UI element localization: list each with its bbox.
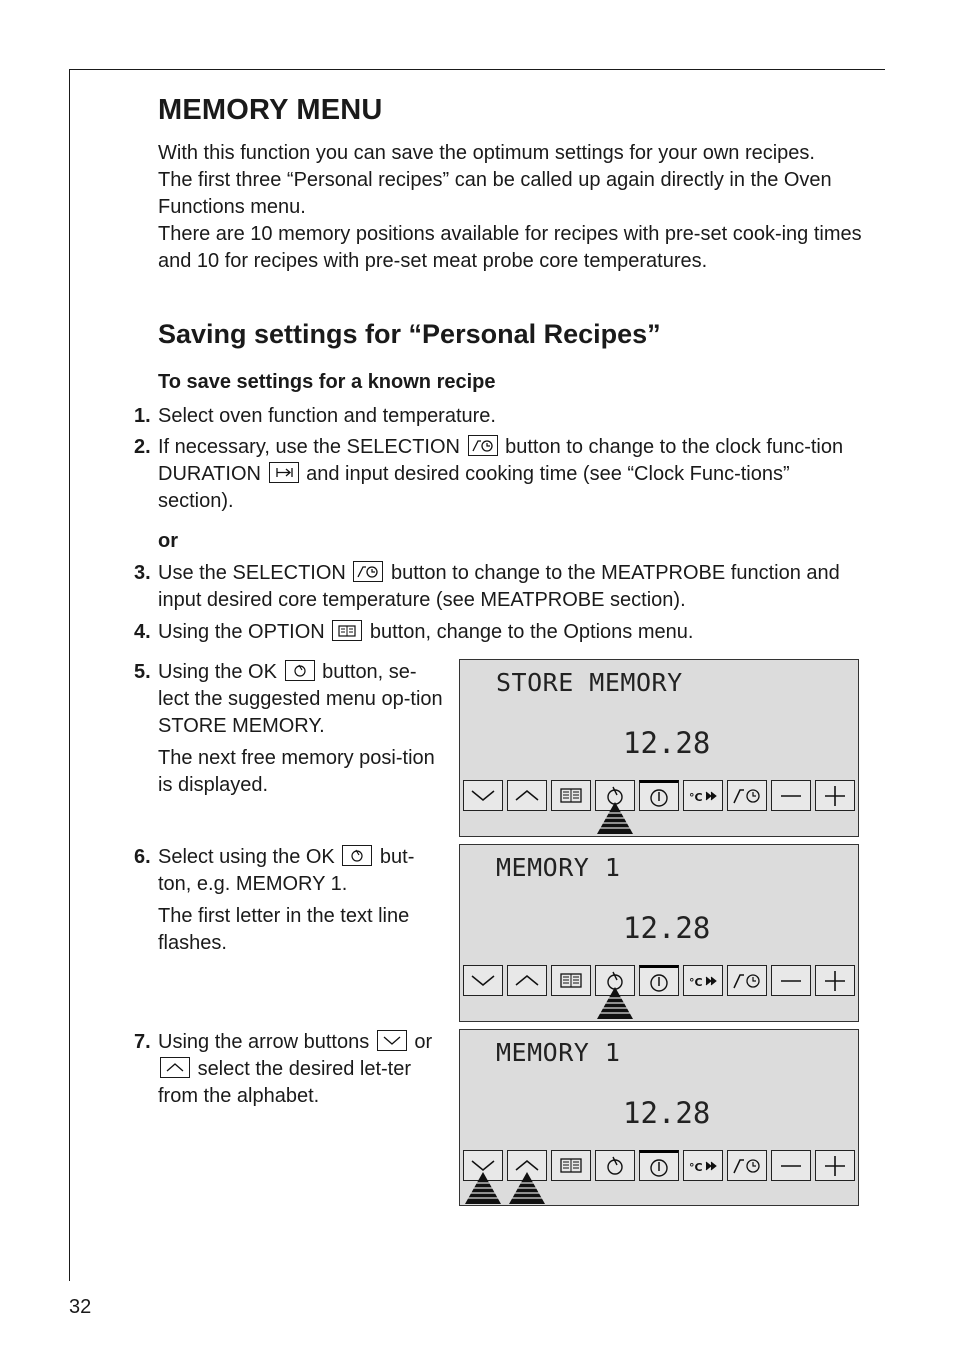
step-number: 3.: [134, 562, 151, 584]
oven-display-panel: [459, 659, 859, 837]
down-button[interactable]: [463, 965, 503, 996]
minus-icon: [772, 1151, 810, 1180]
option-button[interactable]: [551, 780, 591, 811]
step-number: 2.: [134, 436, 151, 458]
minus-button[interactable]: [771, 965, 811, 996]
step-4: [134, 619, 868, 646]
minus-button[interactable]: [771, 780, 811, 811]
display-text-line: MEMORY 1: [496, 1038, 621, 1067]
down-icon: [464, 781, 502, 810]
intro-paragraph: The first three “Personal recipes” can be called up again directly in the Oven Functions menu.: [158, 169, 832, 218]
temp-button[interactable]: [683, 1150, 723, 1181]
option-icon: [332, 620, 362, 641]
display-text-line: MEMORY 1: [496, 853, 621, 882]
display-time: 12.28: [623, 1096, 711, 1130]
on-off-button[interactable]: [639, 965, 679, 996]
up-icon: [508, 781, 546, 810]
step-text: select the desired let-ter from the alphabet.: [158, 1058, 411, 1107]
step-text: Select oven function and temperature.: [158, 405, 496, 427]
plus-button[interactable]: [815, 965, 855, 996]
on-off-button[interactable]: [639, 780, 679, 811]
step-number: 5.: [134, 661, 151, 683]
ok-icon: [285, 660, 315, 681]
up-button[interactable]: [507, 780, 547, 811]
on-off-icon: [640, 1153, 678, 1182]
plus-icon: [816, 966, 854, 995]
oven-display-panel: [459, 844, 859, 1022]
svg-text:°C: °C: [689, 976, 703, 989]
duration-icon: [269, 462, 299, 483]
step-text: and input desired cooking time (see “Clock Func-tions” section).: [158, 463, 790, 512]
option-icon: [552, 1151, 590, 1180]
ok-icon: [342, 845, 372, 866]
step-text: button, change to the Options menu.: [369, 621, 694, 643]
selection-icon: [468, 435, 498, 456]
selection-button[interactable]: [727, 965, 767, 996]
step-text: but-ton, e.g. MEMORY 1.: [158, 846, 415, 895]
page-title: MEMORY MENU: [158, 94, 383, 126]
section-title: Saving settings for “Personal Recipes”: [158, 319, 661, 349]
svg-text:°C: °C: [689, 791, 703, 804]
step-text: button to change to the clock func-tion DURATION: [158, 436, 844, 485]
selection-icon: [728, 781, 766, 810]
left-rule: [69, 69, 70, 1281]
selection-icon: [728, 1151, 766, 1180]
display-text-line: STORE MEMORY: [496, 668, 683, 697]
step-1: [134, 403, 868, 430]
display-time: 12.28: [623, 911, 711, 945]
step-text: Using the OPTION: [158, 621, 325, 643]
display-time: 12.28: [623, 726, 711, 760]
temp-button[interactable]: [683, 965, 723, 996]
intro-paragraph: With this function you can save the optimum settings for your own recipes.: [158, 142, 815, 164]
svg-text:°C: °C: [689, 1161, 703, 1174]
step-text: button to change to the MEATPROBE function and input desired core temperature (see MEATPROBE section).: [158, 562, 840, 611]
display-button-row: [463, 965, 855, 996]
step-text: or: [414, 1031, 433, 1053]
on-off-button[interactable]: [639, 1150, 679, 1181]
up-button[interactable]: [507, 965, 547, 996]
plus-icon: [816, 781, 854, 810]
step-number: 1.: [134, 405, 151, 427]
step-2: [134, 434, 868, 515]
minus-icon: [772, 966, 810, 995]
minus-icon: [772, 781, 810, 810]
press-indicator-arrow: [595, 987, 635, 1019]
subsection-title: To save settings for a known recipe: [158, 371, 496, 393]
step-number: 7.: [134, 1031, 151, 1053]
step-5: [134, 659, 443, 799]
step-number: 6.: [134, 846, 151, 868]
temp-icon: [684, 966, 722, 995]
arrow-up-icon: [160, 1057, 190, 1078]
temp-icon: [684, 781, 722, 810]
press-indicator-arrow: [595, 802, 635, 834]
step-number: 4.: [134, 621, 151, 643]
step-text: Use the SELECTION: [158, 562, 346, 584]
selection-button[interactable]: [727, 1150, 767, 1181]
press-indicator-arrow: [463, 1172, 503, 1204]
up-icon: [508, 966, 546, 995]
selection-icon: [353, 561, 383, 582]
page-number: 32: [69, 1296, 92, 1318]
display-button-row: [463, 1150, 855, 1181]
top-rule: [69, 69, 885, 70]
on-off-icon: [640, 783, 678, 812]
step-text: If necessary, use the SELECTION: [158, 436, 460, 458]
oven-display-panel: [459, 1029, 859, 1206]
option-icon: [552, 781, 590, 810]
down-icon: [464, 966, 502, 995]
step-text: Select using the OK: [158, 846, 335, 868]
plus-icon: [816, 1151, 854, 1180]
arrow-down-icon: [377, 1030, 407, 1051]
intro-text: [158, 140, 868, 275]
temp-icon: [684, 1151, 722, 1180]
step-note: The next free memory posi-tion is displayed.: [158, 747, 435, 796]
step-text: Using the OK: [158, 661, 277, 683]
step-text: button, se-lect the suggested menu op-tion STORE MEMORY.: [158, 661, 443, 737]
step-6: [134, 844, 443, 957]
display-button-row: [463, 780, 855, 811]
step-note: The first letter in the text line flashes.: [158, 905, 410, 954]
step-7: [134, 1029, 443, 1110]
down-button[interactable]: [463, 780, 503, 811]
selection-icon: [728, 966, 766, 995]
minus-button[interactable]: [771, 1150, 811, 1181]
option-button[interactable]: [551, 1150, 591, 1181]
or-label: or: [158, 530, 178, 552]
intro-paragraph: There are 10 memory positions available for recipes with pre-set cook-ing times and 10 for recipes with pre-set meat probe core temperatures.: [158, 223, 862, 272]
option-button[interactable]: [551, 965, 591, 996]
step-3: [134, 560, 868, 614]
on-off-icon: [640, 968, 678, 997]
option-icon: [552, 966, 590, 995]
step-text: Using the arrow buttons: [158, 1031, 370, 1053]
plus-button[interactable]: [815, 1150, 855, 1181]
ok-icon: [596, 1151, 634, 1180]
selection-button[interactable]: [727, 780, 767, 811]
plus-button[interactable]: [815, 780, 855, 811]
press-indicator-arrow: [507, 1172, 547, 1204]
temp-button[interactable]: [683, 780, 723, 811]
ok-button[interactable]: [595, 1150, 635, 1181]
